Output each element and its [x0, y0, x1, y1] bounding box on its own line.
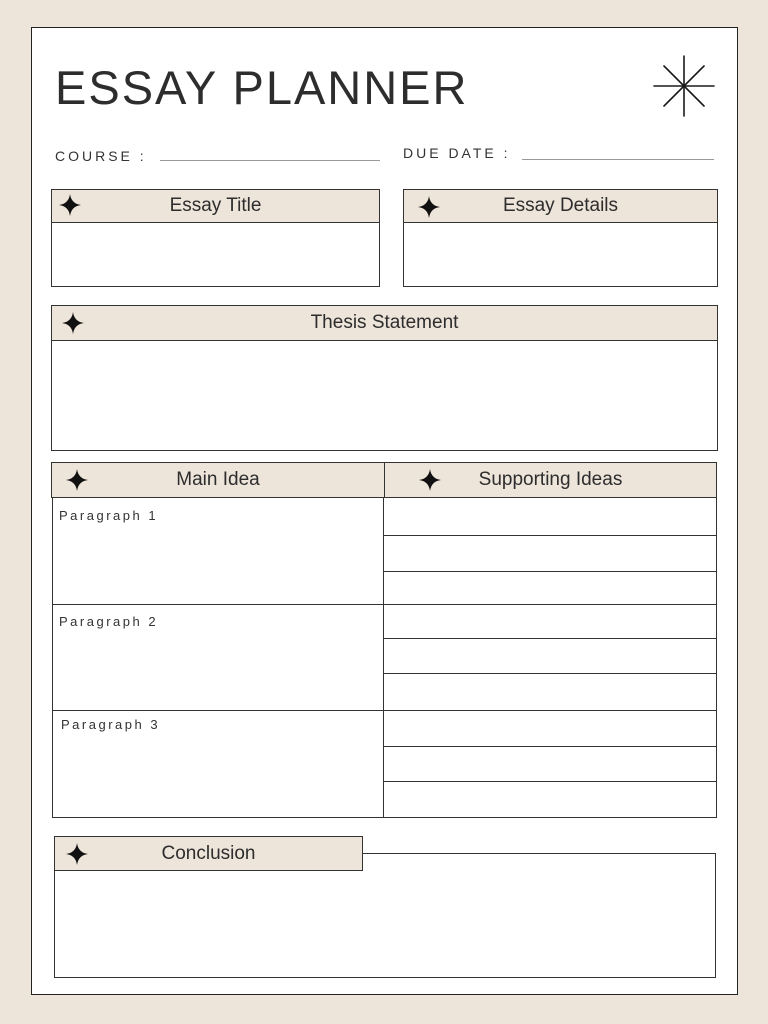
essay-details-heading: Essay Details [502, 195, 619, 216]
paragraph-1-label: Paragraph 1 [59, 508, 159, 523]
thesis-statement-header [51, 305, 718, 341]
supporting-line [383, 571, 717, 572]
sparkle-icon [652, 54, 716, 118]
course-field[interactable] [160, 160, 380, 161]
thesis-statement-heading: Thesis Statement [310, 312, 459, 333]
supporting-line [383, 673, 717, 674]
essay-title-header [51, 189, 380, 223]
supporting-line [383, 781, 717, 782]
supporting-line [383, 638, 717, 639]
supporting-ideas-heading: Supporting Ideas [478, 469, 623, 490]
supporting-line [383, 710, 717, 711]
course-label: COURSE : [55, 148, 147, 164]
essay-title-heading: Essay Title [169, 195, 262, 216]
conclusion-header [54, 836, 363, 871]
conclusion-box[interactable] [54, 853, 716, 978]
paragraph-3-label: Paragraph 3 [61, 717, 161, 732]
supporting-line [383, 746, 717, 747]
four-point-star-icon [59, 194, 81, 216]
page-title: ESSAY PLANNER [55, 61, 469, 114]
main-idea-header [51, 462, 385, 498]
due-date-field[interactable] [522, 159, 714, 160]
four-point-star-icon [419, 469, 441, 491]
due-date-label: DUE DATE : [403, 145, 511, 161]
four-point-star-icon [418, 196, 440, 218]
four-point-star-icon [66, 843, 88, 865]
four-point-star-icon [66, 469, 88, 491]
essay-details-header [403, 189, 718, 223]
paragraph-2-label: Paragraph 2 [59, 614, 159, 629]
conclusion-heading: Conclusion [161, 842, 256, 864]
planner-sheet [31, 27, 738, 995]
four-point-star-icon [62, 312, 84, 334]
main-idea-heading: Main Idea [176, 469, 260, 490]
supporting-line [383, 604, 717, 605]
supporting-line [383, 535, 717, 536]
supporting-ideas-box[interactable] [383, 497, 717, 818]
